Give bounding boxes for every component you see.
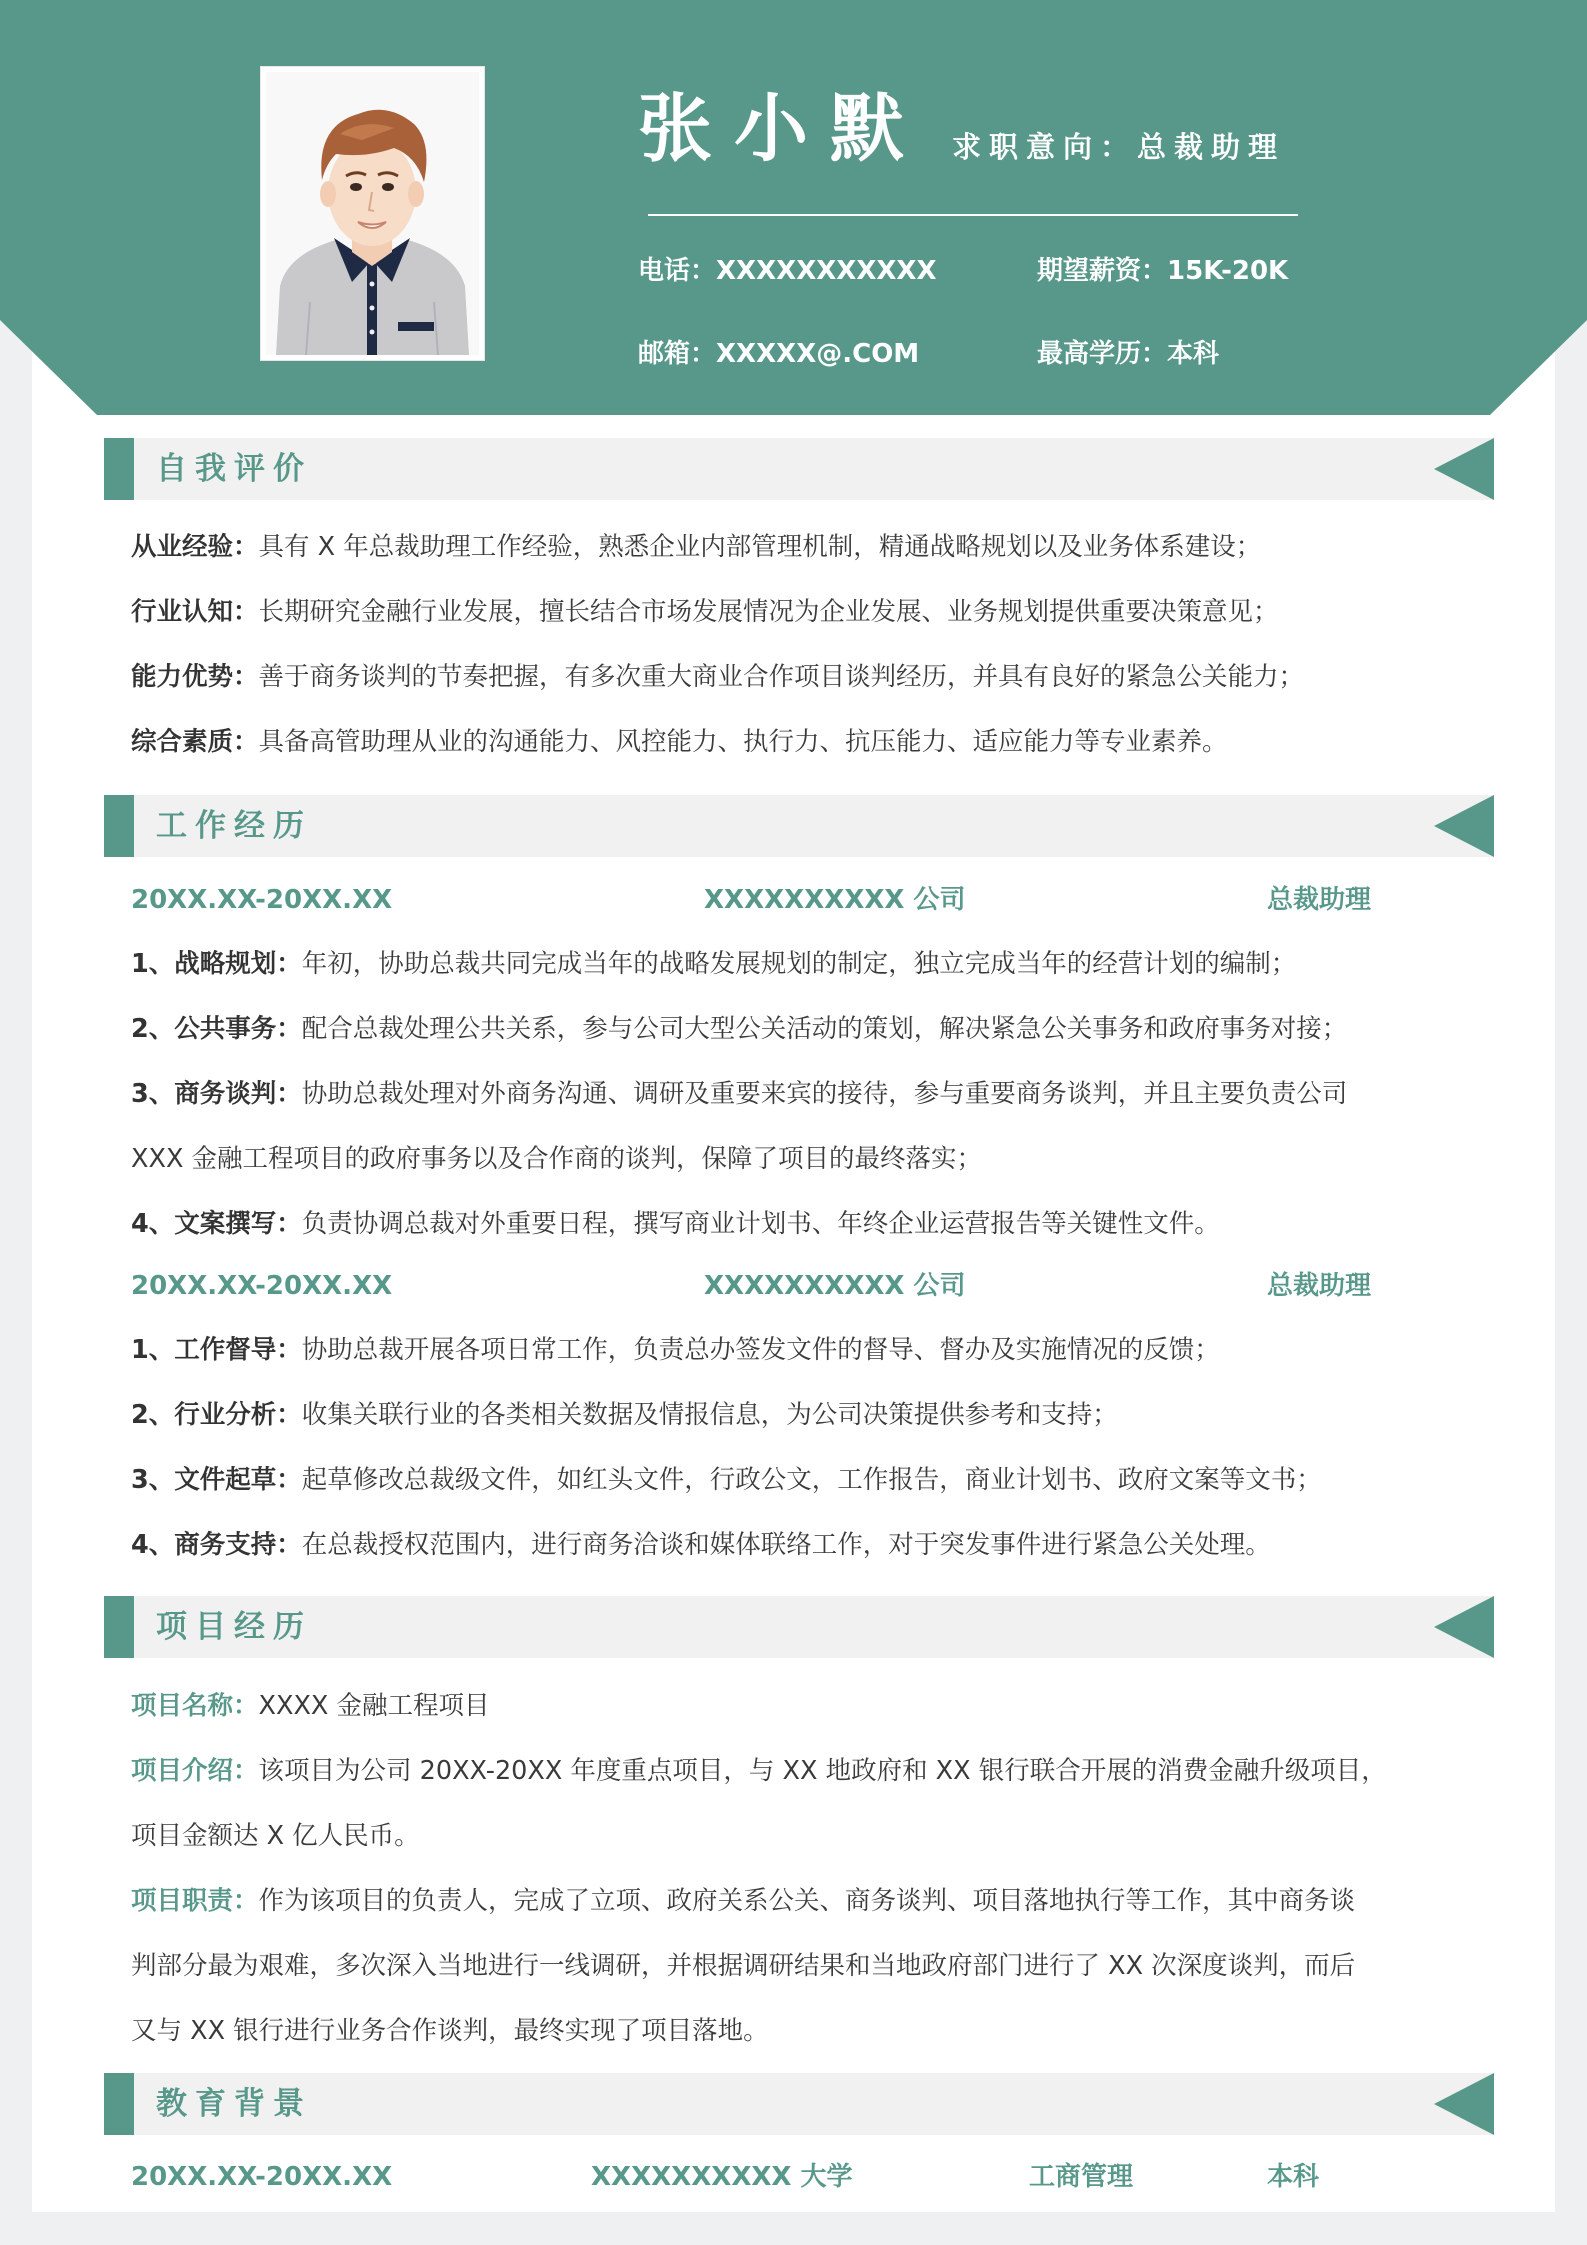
self-eval-item: 能力优势：善于商务谈判的节奏把握，有多次重大商业合作项目谈判经历，并具有良好的紧急公关能力； [131,662,1305,692]
education-level-label: 最高学历： [1037,339,1168,369]
section-accent [104,795,134,857]
section-project-experience [104,1596,1494,1658]
avatar-illustration [266,72,479,355]
section-work-experience [104,795,1494,857]
project-name: 项目名称：XXXX 金融工程项目 [131,1691,490,1721]
section-education [104,2073,1494,2135]
job-duty-item: 4、文案撰写：负责协调总裁对外重要日程，撰写商业计划书、年终企业运营报告等关键性文件。 [131,1209,1220,1239]
triangle-arrow-icon [1434,795,1494,857]
triangle-arrow-icon [1434,1596,1494,1658]
job-duty-item: 1、工作督导：协助总裁开展各项日常工作，负责总办签发文件的督导、督办及实施情况的反馈； [131,1335,1220,1365]
project-intro-cont: 项目金额达 X 亿人民币。 [131,1821,420,1851]
profile-photo [261,67,484,360]
salary-label: 期望薪资： [1037,256,1168,286]
salary-value: 15K-20K [1167,256,1289,286]
project-intro: 项目介绍：该项目为公司 20XX-20XX 年度重点项目，与 XX 地政府和 XX 银行联合开展的消费金融升级项目， [131,1756,1387,1786]
job-duty-item: 3、文件起草：起草修改总裁级文件，如红头文件，行政公文，工作报告，商业计划书、政府文案等文书； [131,1465,1322,1495]
section-self-evaluation [104,438,1494,500]
job-company: XXXXXXXXXX 公司 [704,1271,966,1301]
project-duty-cont: 判部分最为艰难，多次深入当地进行一线调研，并根据调研结果和当地政府部门进行了 XX 次深度谈判，而后 [131,1951,1356,1981]
job-duty-item: 2、公共事务：配合总裁处理公共关系，参与公司大型公关活动的策划，解决紧急公关事务和政府事务对接； [131,1014,1348,1044]
education-level-info [1037,341,1219,367]
section-accent [104,438,134,500]
job-intention: 求职意向：总裁助理 [952,130,1286,164]
section-title: 自我评价 [156,451,312,487]
job-date: 20XX.XX-20XX.XX [131,1271,393,1301]
section-title: 教育背景 [156,2086,312,2122]
education-date: 20XX.XX-20XX.XX [131,2162,393,2192]
phone-value: XXXXXXXXXXX [716,256,937,286]
job-duty-item: 2、行业分析：收集关联行业的各类相关数据及情报信息，为公司决策提供参考和支持； [131,1400,1118,1430]
section-title: 工作经历 [156,808,312,844]
email-value: XXXXX@.COM [716,339,920,369]
education-degree: 本科 [1267,2162,1320,2192]
header-divider [648,214,1298,216]
self-eval-item: 行业认知：长期研究金融行业发展，擅长结合市场发展情况为企业发展、业务规划提供重要决策意见； [131,597,1279,627]
education-level-value: 本科 [1167,339,1220,369]
project-duty-cont: 又与 XX 银行进行业务合作谈判，最终实现了项目落地。 [131,2016,769,2046]
email-info [638,341,919,367]
education-major: 工商管理 [1029,2162,1134,2192]
triangle-arrow-icon [1434,2073,1494,2135]
section-accent [104,1596,134,1658]
phone-label: 电话： [638,256,717,286]
job-duty-item: 1、战略规划：年初，协助总裁共同完成当年的战略发展规划的制定，独立完成当年的经营计划的编制； [131,949,1297,979]
self-eval-item: 从业经验：具有 X 年总裁助理工作经验，熟悉企业内部管理机制，精通战略规划以及业务体系建设； [131,532,1262,562]
job-duty-item: 3、商务谈判：协助总裁处理对外商务沟通、调研及重要来宾的接待，参与重要商务谈判，并且主要负责公司 [131,1079,1348,1109]
email-label: 邮箱： [638,339,717,369]
job-duty-item: XXX 金融工程项目的政府事务以及合作商的谈判，保障了项目的最终落实； [131,1144,983,1174]
education-school: XXXXXXXXXX 大学 [591,2162,853,2192]
job-duty-item: 4、商务支持：在总裁授权范围内，进行商务洽谈和媒体联络工作，对于突发事件进行紧急公关处理。 [131,1530,1271,1560]
job-date: 20XX.XX-20XX.XX [131,885,393,915]
self-eval-item: 综合素质：具备高管助理从业的沟通能力、风控能力、执行力、抗压能力、适应能力等专业素养。 [131,727,1228,757]
job-role: 总裁助理 [1267,1271,1372,1301]
job-role: 总裁助理 [1267,885,1372,915]
phone-info [638,258,937,284]
salary-info [1037,258,1288,284]
candidate-name: 张小默 [638,86,926,172]
section-title: 项目经历 [156,1609,312,1645]
section-accent [104,2073,134,2135]
avatar [266,72,479,355]
project-duty: 项目职责：作为该项目的负责人，完成了立项、政府关系公关、商务谈判、项目落地执行等工作，其中商务谈 [131,1886,1356,1916]
job-company: XXXXXXXXXX 公司 [704,885,966,915]
triangle-arrow-icon [1434,438,1494,500]
